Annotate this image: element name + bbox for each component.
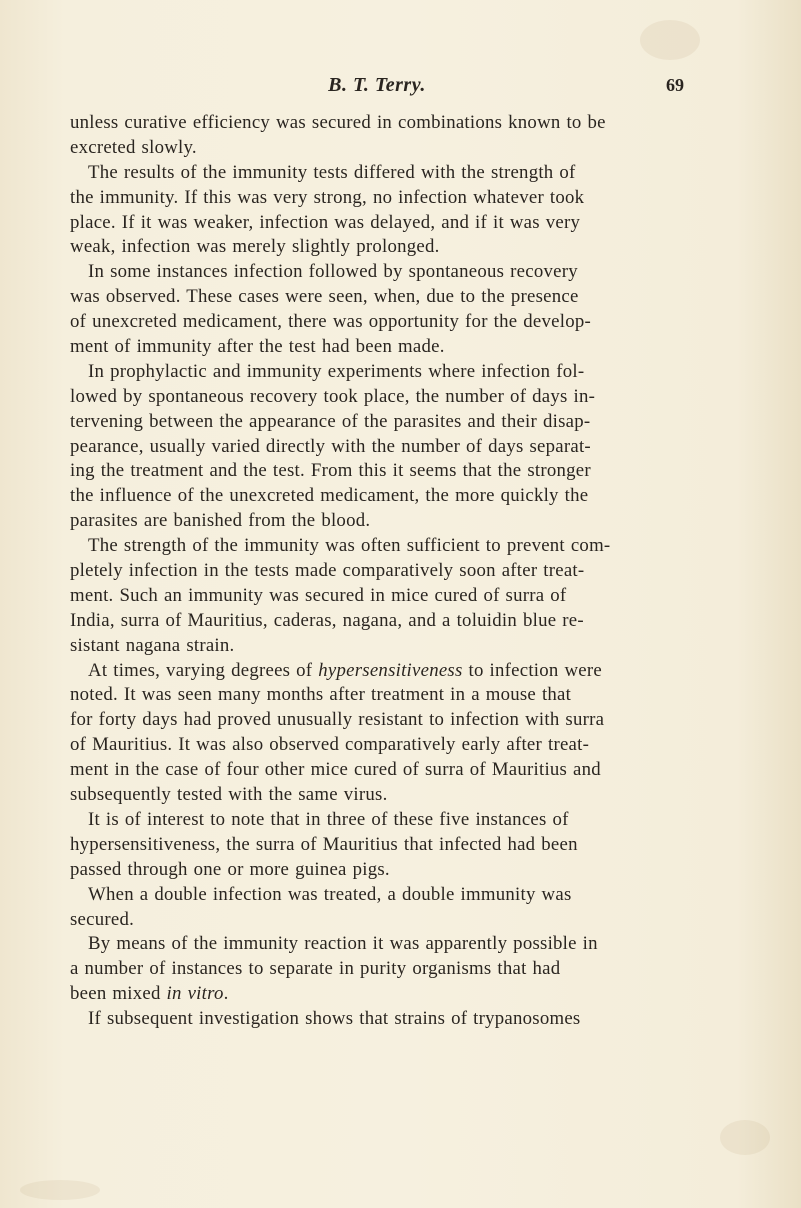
text-line: The results of the immunity tests differed with the strength of bbox=[88, 161, 576, 183]
text-line: a number of instances to separate in purity organisms that had bbox=[70, 958, 561, 980]
running-header bbox=[70, 72, 684, 98]
text-line: The strength of the immunity was often sufficient to prevent com- bbox=[88, 535, 611, 557]
text-line: place. If it was weaker, infection was delayed, and if it was very bbox=[70, 211, 581, 233]
text-line: weak, infection was merely slightly prolonged. bbox=[70, 236, 440, 258]
text-line: By means of the immunity reaction it was apparently possible in bbox=[88, 933, 598, 955]
text-line: pearance, usually varied directly with the number of days separat- bbox=[70, 435, 591, 457]
italic-term: in vitro bbox=[166, 983, 224, 1005]
text-line: for forty days had proved unusually resistant to infection with surra bbox=[70, 709, 605, 731]
text-line: subsequently tested with the same virus. bbox=[70, 784, 388, 806]
text-line: noted. It was seen many months after treatment in a mouse that bbox=[70, 684, 572, 706]
header-title: B. T. Terry. bbox=[328, 74, 426, 96]
text-line: the immunity. If this was very strong, no infection whatever took bbox=[70, 186, 585, 208]
text-line: It is of interest to note that in three of these five instances of bbox=[88, 808, 569, 830]
text-line: the influence of the unexcreted medicament, the more quickly the bbox=[70, 485, 589, 507]
text-line: of unexcreted medicament, there was opportunity for the develop- bbox=[70, 311, 591, 333]
page-number: 69 bbox=[666, 75, 684, 95]
text-line: been mixed in vitro. bbox=[70, 983, 229, 1005]
text-line: tervening between the appearance of the parasites and their disap- bbox=[70, 410, 591, 432]
text-line: parasites are banished from the blood. bbox=[70, 510, 371, 532]
italic-term: hypersensitiveness bbox=[318, 659, 463, 681]
text-line: ment of immunity after the test had been made. bbox=[70, 336, 445, 358]
text-line: passed through one or more guinea pigs. bbox=[70, 858, 390, 880]
text-line: In prophylactic and immunity experiments where infection fol- bbox=[88, 360, 585, 382]
text-line: lowed by spontaneous recovery took place, the number of days in- bbox=[70, 385, 596, 407]
text-line: India, surra of Mauritius, caderas, nagana, and a toluidin blue re- bbox=[70, 609, 584, 631]
text-line: ment. Such an immunity was secured in mice cured of surra of bbox=[70, 584, 567, 606]
text-line: of Mauritius. It was also observed comparatively early after treat- bbox=[70, 734, 590, 756]
text-line: excreted slowly. bbox=[70, 136, 197, 158]
text-line: ing the treatment and the test. From this it seems that the stronger bbox=[70, 460, 591, 482]
body-text bbox=[70, 111, 688, 1032]
text-line: pletely infection in the tests made comparatively soon after treat- bbox=[70, 560, 585, 582]
text-line: was observed. These cases were seen, when, due to the presence bbox=[70, 286, 579, 308]
text-line: unless curative efficiency was secured in combinations known to be bbox=[70, 112, 606, 133]
text-line: hypersensitiveness, the surra of Mauritius that infected had been bbox=[70, 833, 578, 855]
text-line: sistant nagana strain. bbox=[70, 634, 235, 656]
text-line: At times, varying degrees of hypersensitiveness to infection were bbox=[88, 659, 602, 681]
text-line: ment in the case of four other mice cured of surra of Mauritius and bbox=[70, 759, 601, 781]
text-line: When a double infection was treated, a double immunity was bbox=[88, 883, 572, 905]
text-line: secured. bbox=[70, 908, 135, 930]
text-line: If subsequent investigation shows that strains of trypanosomes bbox=[88, 1008, 581, 1030]
text-line: In some instances infection followed by spontaneous recovery bbox=[88, 261, 578, 283]
